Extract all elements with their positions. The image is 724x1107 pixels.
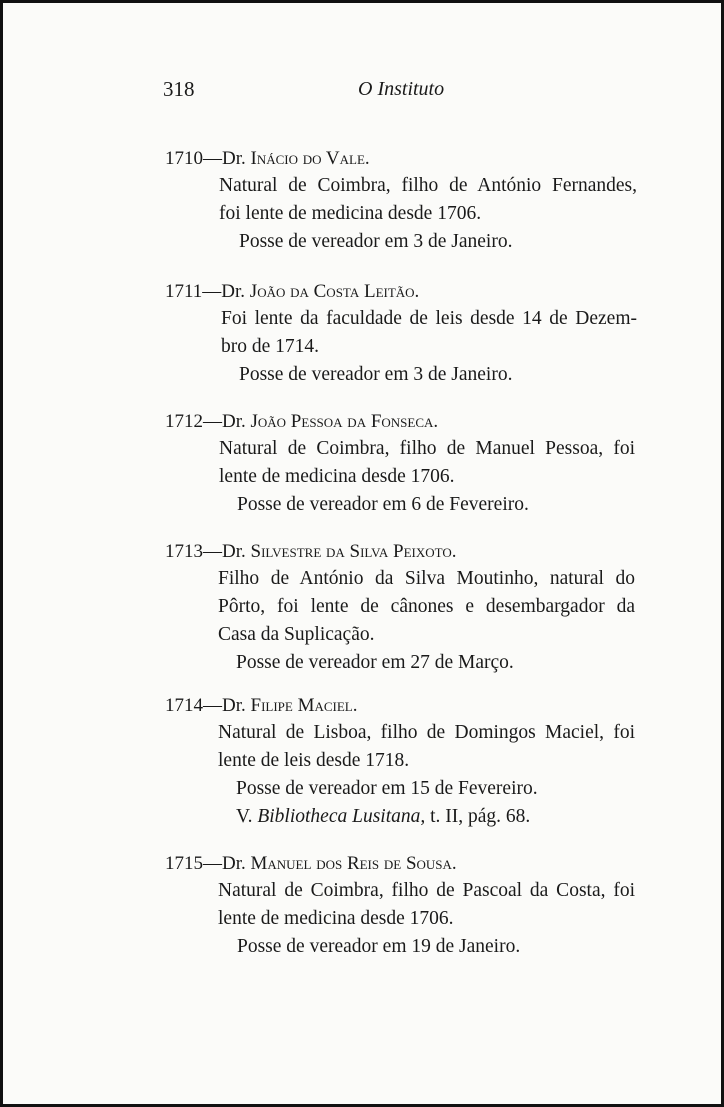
entry-heading: [165, 695, 358, 717]
entry-title-prefix: —Dr.: [203, 148, 251, 169]
entry-title-prefix: —Dr.: [202, 281, 250, 302]
bibliographic-reference: [236, 806, 530, 828]
entry-name: Inácio do Vale.: [250, 148, 370, 169]
entry-line: Foi lente da faculdade de leis desde 14 de Dezem-: [221, 308, 637, 329]
entry-name: Silvestre da Silva Peixoto.: [250, 541, 457, 562]
entry-heading: [165, 148, 370, 170]
entry-name: Manuel dos Reis de Sousa.: [250, 853, 457, 874]
entry-line: Posse de vereador em 3 de Janeiro.: [239, 364, 513, 385]
entry-year: 1712: [165, 411, 203, 432]
reference-suffix: t. II, pág. 68.: [425, 806, 531, 827]
entry-heading: [165, 853, 457, 875]
entry-line: lente de medicina desde 1706.: [218, 908, 454, 929]
entry-line: Posse de vereador em 15 de Fevereiro.: [236, 778, 538, 799]
page-number: 318: [163, 77, 195, 101]
entry-line: Natural de Coimbra, filho de António Fernandes,: [219, 175, 637, 196]
entry-heading: [165, 411, 438, 433]
entry-line: foi lente de medicina desde 1706.: [219, 203, 482, 224]
entry-name: Filipe Maciel.: [250, 695, 358, 716]
entry-line: Filho de António da Silva Moutinho, natural do: [218, 568, 635, 589]
entry-line: Natural de Lisboa, filho de Domingos Maciel, foi: [218, 722, 635, 743]
entry-title-prefix: —Dr.: [203, 853, 251, 874]
entry-line: Casa da Suplicação.: [218, 624, 375, 645]
entry-line: Posse de vereador em 19 de Janeiro.: [237, 936, 521, 957]
entry-line: lente de leis desde 1718.: [218, 750, 410, 771]
running-title: O Instituto: [358, 78, 445, 100]
entry-line: Natural de Coimbra, filho de Manuel Pessoa, foi: [219, 438, 635, 459]
entry-line: Posse de vereador em 6 de Fevereiro.: [237, 494, 529, 515]
entry-line: bro de 1714.: [221, 336, 320, 357]
entry-year: 1713: [165, 541, 203, 562]
entry-heading: [165, 541, 456, 563]
entry-line: lente de medicina desde 1706.: [219, 466, 455, 487]
entry-year: 1711: [165, 281, 203, 302]
entry-line: Posse de vereador em 3 de Janeiro.: [239, 231, 513, 252]
page-header: [3, 75, 721, 105]
entry-year: 1714: [165, 695, 203, 716]
entry-year: 1710: [165, 148, 203, 169]
entry-heading: [165, 281, 419, 303]
entry-title-prefix: —Dr.: [203, 695, 251, 716]
entry-name: João Pessoa da Fonseca.: [250, 411, 439, 432]
entry-name: João da Costa Leitão.: [249, 281, 420, 302]
reference-prefix: V.: [236, 806, 258, 827]
entry-line: Pôrto, foi lente de cânones e desembargador da: [218, 596, 635, 617]
entry-year: 1715: [165, 853, 203, 874]
entry-line: Posse de vereador em 27 de Março.: [236, 652, 514, 673]
entry-title-prefix: —Dr.: [203, 541, 251, 562]
entry-title-prefix: —Dr.: [203, 411, 251, 432]
entry-line: Natural de Coimbra, filho de Pascoal da Costa, foi: [218, 880, 635, 901]
reference-title: Bibliotheca Lusitana,: [257, 806, 426, 827]
